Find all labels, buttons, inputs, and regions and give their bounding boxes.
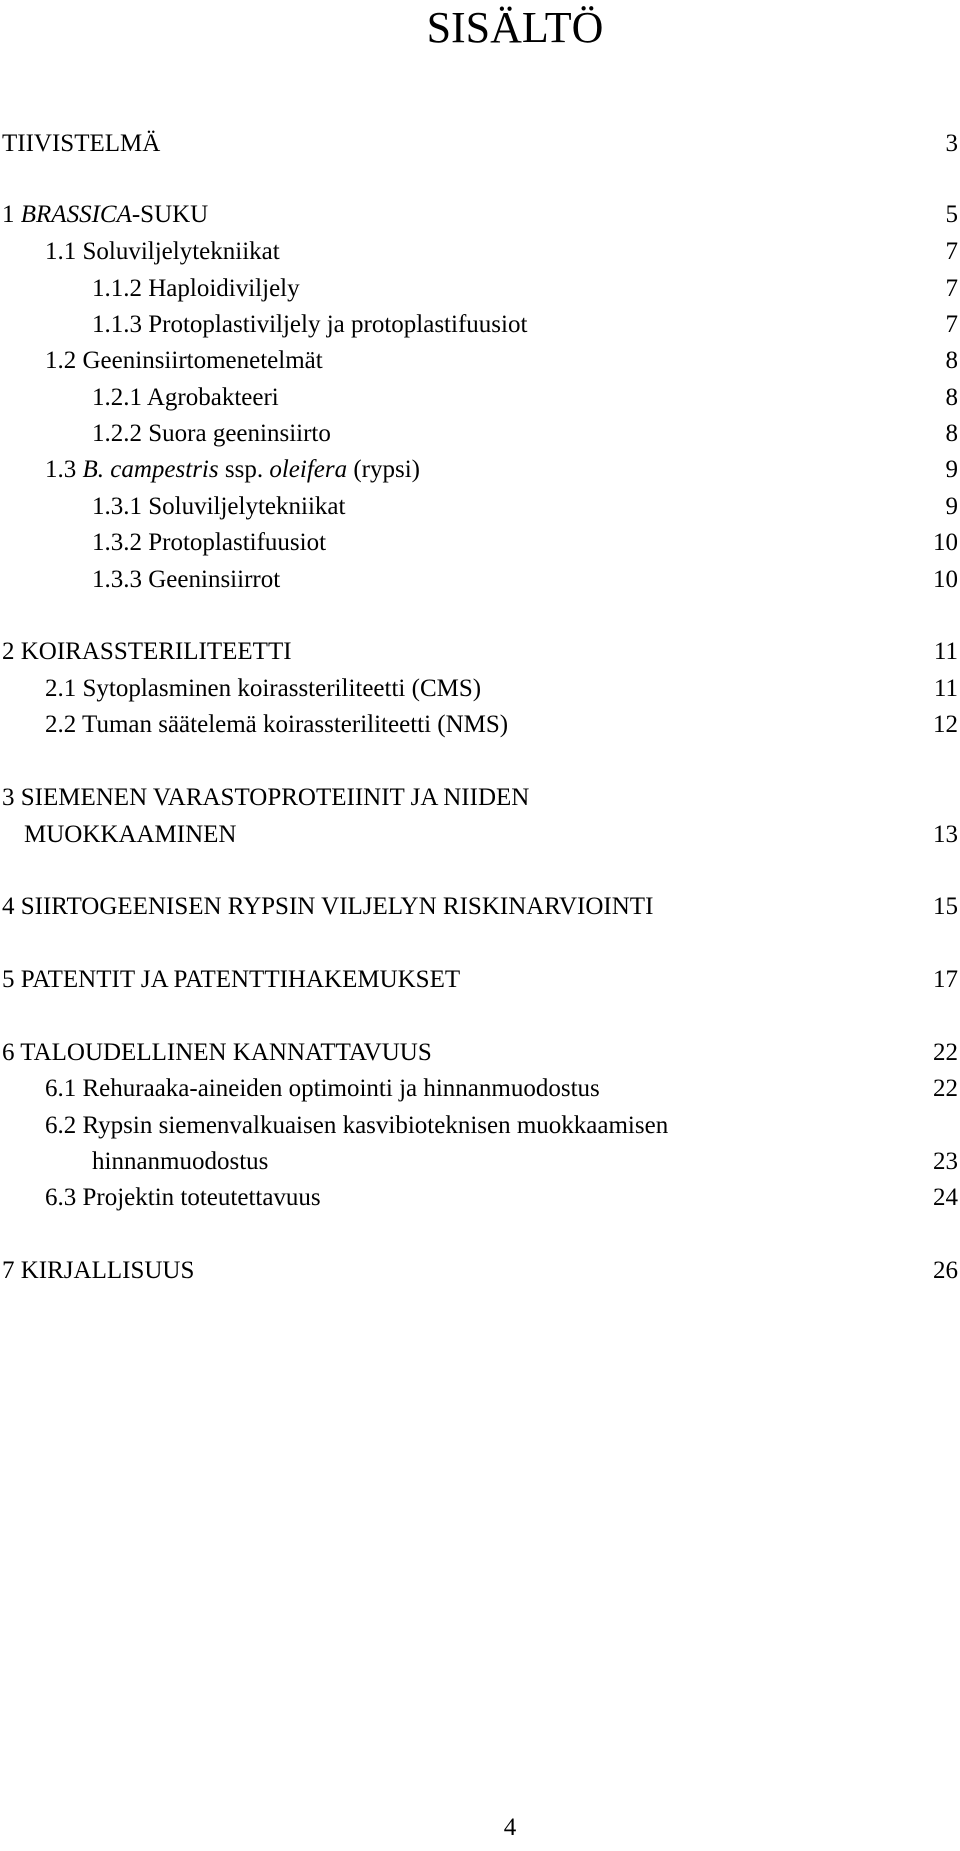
toc-row-1-2-1 <box>0 380 960 416</box>
toc-row-1-3-2 <box>0 525 960 561</box>
toc-row-tiivistelma <box>0 126 960 162</box>
toc-row-3-line2 <box>0 817 960 853</box>
toc-entry-page: 9 <box>945 493 958 520</box>
toc-entry-label: 1.3.1 Soluviljelytekniikat <box>92 493 346 520</box>
toc-entry-label: 1.3.3 Geeninsiirrot <box>92 566 281 593</box>
toc-entry-page: 22 <box>933 1039 958 1066</box>
toc-row-1-3 <box>0 452 960 488</box>
toc-entry-label: 6.3 Projektin toteutettavuus <box>45 1184 321 1211</box>
toc-entry-label: 6.2 Rypsin siemenvalkuaisen kasvibioteknisen muokkaamisen <box>45 1112 669 1139</box>
toc-entry-label: 7 KIRJALLISUUS <box>2 1257 195 1284</box>
toc-entry-label: 2.2 Tuman säätelemä koirassteriliteetti (NMS) <box>45 711 509 738</box>
toc-entry-label: 6.1 Rehuraaka-aineiden optimointi ja hinnanmuodostus <box>45 1075 600 1102</box>
toc-entry-page: 15 <box>933 893 958 920</box>
toc-entry-label: 1.1.2 Haploidiviljely <box>92 275 300 302</box>
toc-entry-page: 11 <box>933 675 958 702</box>
toc-row-6-2-line2 <box>0 1144 960 1180</box>
toc-entry-page: 7 <box>945 311 958 338</box>
toc-row-1-1-2 <box>0 271 960 307</box>
toc-entry-page: 9 <box>945 456 958 483</box>
toc-entry-label: 1.1.3 Protoplastiviljely ja protoplastifuusiot <box>92 311 528 338</box>
toc-row-1-1 <box>0 234 960 270</box>
toc-entry-label: 3 SIEMENEN VARASTOPROTEIINIT JA NIIDEN <box>2 784 530 811</box>
toc-row-koirassteriliteetti <box>0 634 960 670</box>
toc-entry-page: 12 <box>933 711 958 738</box>
toc-entry-label: MUOKKAAMINEN <box>24 821 237 848</box>
toc-row-2-1 <box>0 671 960 707</box>
toc-entry-page: 26 <box>933 1257 958 1284</box>
toc-entry-label: 2.1 Sytoplasminen koirassteriliteetti (CMS) <box>45 675 482 702</box>
toc-entry-label: 1.2.1 Agrobakteeri <box>92 384 279 411</box>
toc-row-1-2-2 <box>0 416 960 452</box>
toc-row-3-line1 <box>0 780 960 816</box>
toc-entry-label: 1.3.2 Protoplastifuusiot <box>92 529 327 556</box>
page-title: SISÄLTÖ <box>426 3 604 52</box>
toc-entry-label: 4 SIIRTOGEENISEN RYPSIN VILJELYN RISKINARVIOINTI <box>2 893 654 920</box>
toc-row-1-3-1 <box>0 489 960 525</box>
toc-entry-page: 23 <box>933 1148 958 1175</box>
toc-row-5 <box>0 962 960 998</box>
toc-entry-label: 2 KOIRASSTERILITEETTI <box>2 638 292 665</box>
toc-entry-page: 10 <box>933 529 958 556</box>
toc-entry-label: 1.2 Geeninsiirtomenetelmät <box>45 347 323 374</box>
toc-row-6-1 <box>0 1071 960 1107</box>
toc-entry-page: 3 <box>945 130 958 157</box>
toc-entry-page: 7 <box>945 275 958 302</box>
toc-entry-page: 5 <box>945 201 958 228</box>
toc-entry-label: 6 TALOUDELLINEN KANNATTAVUUS <box>2 1039 432 1066</box>
toc-entry-page: 22 <box>933 1075 958 1102</box>
toc-entry-page: 7 <box>945 238 958 265</box>
toc-row-6-3 <box>0 1180 960 1216</box>
toc-row-6-2-line1 <box>0 1108 960 1144</box>
page-number: 4 <box>503 1814 517 1841</box>
toc-entry-label: 1.2.2 Suora geeninsiirto <box>92 420 331 447</box>
toc-row-1-1-3 <box>0 307 960 343</box>
toc-entry-label: TIIVISTELMÄ <box>2 130 161 157</box>
toc-entry-page: 8 <box>945 384 958 411</box>
toc-row-6 <box>0 1035 960 1071</box>
toc-entry-page: 8 <box>945 347 958 374</box>
toc-entry-label: 1.3 B. campestris ssp. oleifera (rypsi) <box>45 456 420 483</box>
toc-entry-page: 11 <box>933 638 958 665</box>
toc-row-2-2 <box>0 707 960 743</box>
toc-entry-page: 17 <box>933 966 958 993</box>
toc-entry-label: 1.1 Soluviljelytekniikat <box>45 238 280 265</box>
toc-entry-page: 10 <box>933 566 958 593</box>
toc-entry-label: 5 PATENTIT JA PATENTTIHAKEMUKSET <box>2 966 461 993</box>
toc-entry-page: 13 <box>933 821 958 848</box>
toc-entry-label: 1 BRASSICA-SUKU <box>2 201 209 228</box>
toc-row-4 <box>0 889 960 925</box>
toc-row-1-3-3 <box>0 562 960 598</box>
toc-row-1-2 <box>0 343 960 379</box>
toc-entry-page: 8 <box>945 420 958 447</box>
toc-entry-label: hinnanmuodostus <box>92 1148 269 1175</box>
toc-row-brassica-suku <box>0 197 960 233</box>
toc-row-kirjallisuus <box>0 1253 960 1289</box>
toc-entry-page: 24 <box>933 1184 958 1211</box>
